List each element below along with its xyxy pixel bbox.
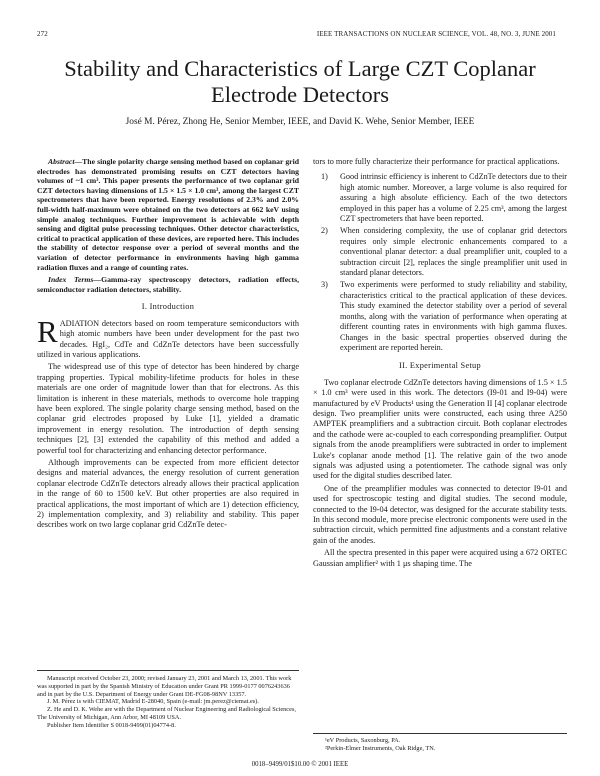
list-item-text: Two experiments were performed to study reliability and stability, characteristics critical to the practical application of these devices. This study examined the detector stability over a period of several months, along with the variation of performance when operating at different counting rates in environments with high gamma fluxes. Changes in the basic spectral properties observed during the experiment are reported herein. xyxy=(340,280,567,352)
footnote-manuscript: Manuscript received October 23, 2000; revised January 23, 2001 and March 13, 2001. This work was supported in part by the Spanish Ministry of Education under Grant PR 1999-0177 0076243636 and in part by the U.S. Department of Energy under Grant DE-FG08-98NV 13357. xyxy=(37,675,292,698)
footnote-author-perez: J. M. Pérez is with CIEMAT, Madrid E-28040, Spain (e-mail: jm.perez@ciemat.es). xyxy=(47,698,259,706)
list-item xyxy=(313,280,567,353)
footnote-perkin-elmer: ²Perkin-Elmer Instruments, Oak Ridge, TN. xyxy=(325,745,436,752)
list-item-number: 1) xyxy=(321,172,328,182)
right-column xyxy=(313,157,567,571)
setup-paragraph-1: Two coplanar electrode CdZnTe detectors having dimensions of 1.5 × 1.5 × 1.0 cm³ were used in this work. The detectors (I9-01 and I9-04) were manufactured by eV Products¹ using the Generation II [4] coplanar electrode design. Two preamplifier units were constructed, each using three A250 AMPTEK preamplifiers and a subtraction circuit. Both coplanar electrodes and the cathode were ac-coupled to each corresponding preamplifier. Output signals from the anode preamplifiers were subtracted in order to implement Luke's coplanar anode method [1]. The relative gain of the two anode signals was adjusted using a potentiometer. The cathode signal was only used for the digital studies described later. xyxy=(313,377,567,481)
page-number: 272 xyxy=(37,30,48,38)
setup-paragraph-2: One of the preamplifier modules was connected to detector I9-01 and used for spectroscopic testing and digital studies. The second module, connected to the I9-04 detector, was designed for the accurate stability tests. In this second module, more precise electronic components were used in the subtraction circuit, which permitted fine adjustments and a constant relative gain of the anodes. xyxy=(313,483,567,545)
footnote-publisher-id: Publisher Item Identifier S 0018-9499(01)04774-8. xyxy=(47,721,176,729)
footnote-ev-products: ¹eV Products, Saxonburg, PA. xyxy=(325,737,401,744)
list-item-text: When considering complexity, the use of coplanar grid detectors requires only simple electronic enhancements compared to a conventional planar detector: a dual preamplifier unit, coupled to a subtraction circuit [2], replaces the single preamplifier unit used in standard planar detectors. xyxy=(340,226,567,278)
list-item-number: 2) xyxy=(321,226,328,236)
paper-title: Stability and Characteristics of Large CZT Coplanar Electrode Detectors xyxy=(64,56,536,107)
index-terms xyxy=(37,275,299,294)
abstract-label: Abstract— xyxy=(48,157,83,166)
setup-heading: II. Experimental Setup xyxy=(399,361,481,371)
list-item xyxy=(313,226,567,278)
footnote-author-he-wehe: Z. He and D. K. Wehe are with the Department of Nuclear Engineering and Radiological Sciences, The University of Michigan, Ann Arbor, MI 48109 USA. xyxy=(37,706,296,721)
footnotes-left xyxy=(37,670,299,730)
author-list: José M. Pérez, Zhong He, Senior Member, IEEE, and David K. Wehe, Senior Member, IEEE xyxy=(125,117,475,127)
list-item xyxy=(313,172,567,224)
intro-paragraph-3: Although improvements can be expected from more efficient detector designs and material advances, the energy resolution of current generation coplanar electrode CdZnTe detectors already allows their practical application in the range of 60 to 1500 keV. But other properties are also required in practical applications, the most important of which are 1) detection efficiency, 2) implementation complexity, and 3) reliability and stability. This paper describes work on two large coplanar grid CdZnTe detec- xyxy=(37,458,299,530)
list-item-text: Good intrinsic efficiency is inherent to CdZnTe detectors due to their high atomic number. Moreover, a large volume is also required for assuring a high absolute efficiency. Each of the two detectors employed in this paper has a volume of 2.25 cm³, among the largest CZT spectrometers that have been reported. xyxy=(340,172,567,224)
list-item-number: 3) xyxy=(321,280,328,290)
contribution-list xyxy=(313,172,567,353)
journal-header: IEEE TRANSACTIONS ON NUCLEAR SCIENCE, VOL. 48, NO. 3, JUNE 2001 xyxy=(316,30,556,38)
drop-cap: R xyxy=(37,313,58,349)
intro-continuation: tors to more fully characterize their performance for practical applications. xyxy=(313,157,560,166)
footnotes-right xyxy=(313,733,567,753)
intro-heading: I. Introduction xyxy=(141,302,195,312)
intro-paragraph-2: The widespread use of this type of detector has been hindered by charge trapping properties. Typical mobility-lifetime products for holes in these materials are one order of magnitude lower than that for electrons. As this limitation is inherent in these materials, methods to overcome hole trapping have been explored. The single polarity charge sensing method, based on the coplanar grid electrodes proposed by Luke [1], yielded a dramatic improvement in energy resolution. The introduction of depth sensing techniques [2], [3] extended the capability of this method and added a powerful tool for characterizing and enhancing detector performance. xyxy=(37,362,299,455)
abstract xyxy=(37,157,299,272)
intro-paragraph-1 xyxy=(37,313,299,361)
setup-paragraph-3: All the spectra presented in this paper were acquired using a 672 ORTEC Gaussian amplifier² with 1 μs shaping time. The xyxy=(313,548,567,568)
index-terms-text: Gamma-ray spectroscopy detectors, radiation effects, semiconductor radiation detectors, stability. xyxy=(37,275,299,294)
abstract-text: The single polarity charge sensing method based on coplanar grid electrodes has demonstrated promising results on CZT detectors having volumes of ~1 cm³. This paper presents the performance of two coplanar grid CZT detectors having dimensions of 1.5 × 1.5 × 1.0 cm³, among the largest CZT spectrometers that have been reported. Energy resolutions of 2.3% and 2.0% full-width half-maximum were obtained on the two detectors at 662 keV using simple analog techniques. Further improvement is achievable with depth sensing and digital pulse processing techniques. Other detector characteristics, critical to practical application of these devices, are reported here. This includes the stability of detector response over a period of several months and the variation of detector performance in environments having high gamma radiation fluxes and a range of counting rates. xyxy=(37,157,299,272)
intro-p1-text: ADIATION detectors based on room temperature semiconductors with high atomic numbers have been under development for the past two decades. HgI₂, CdTe and CdZnTe detectors have been successfully utilized in various applications. xyxy=(37,318,299,359)
copyright-footer: 0018–9499/01$10.00 © 2001 IEEE xyxy=(251,761,349,768)
index-terms-label: Index Terms— xyxy=(48,275,102,285)
left-column xyxy=(37,157,299,533)
